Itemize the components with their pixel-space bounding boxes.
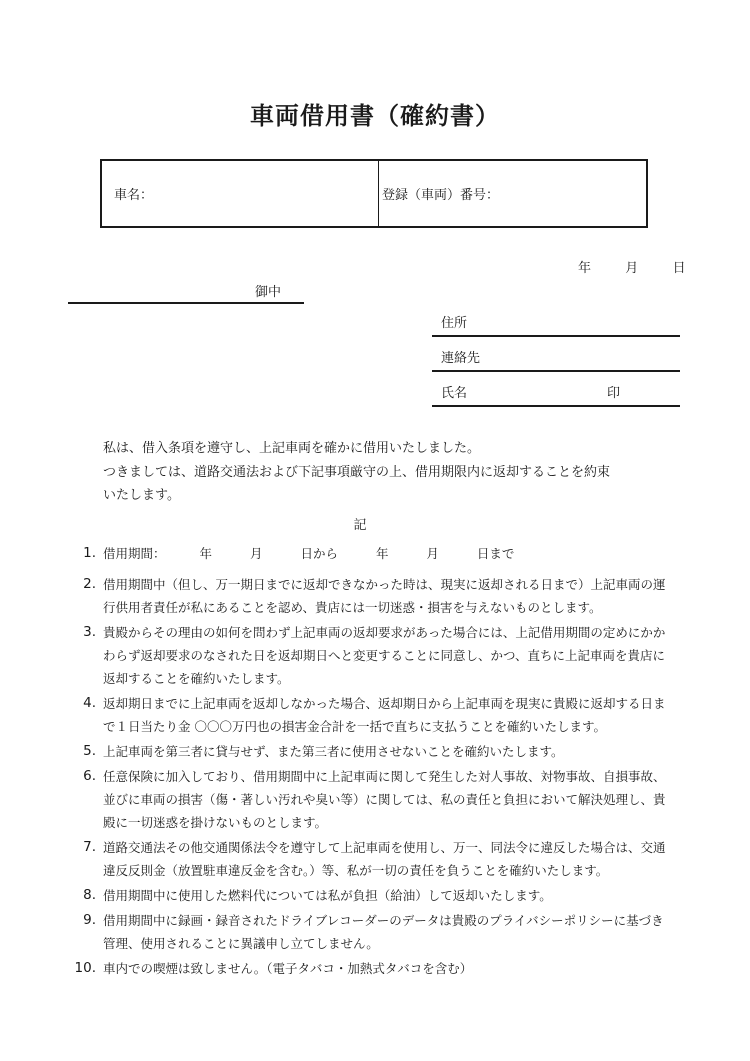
terms-list (74, 542, 674, 982)
period-start-year: 年 (199, 546, 212, 561)
term-line: 道路交通法その他交通関係法令を遵守して上記車両を使用し、万一、同法令に違反した場合は、交通 (103, 840, 666, 855)
term-number: 2. (83, 576, 96, 592)
intro-line: 私は、借入条項を遵守し、上記車両を確かに借用いたしました。 (103, 441, 481, 456)
term-number: 10. (74, 960, 96, 976)
term-number: 3. (83, 624, 96, 640)
term-line: 行供用者責任が私にあることを認め、貴店には一切迷惑・損害を与えないものとします。 (103, 600, 602, 615)
term-line: 殿に一切迷惑を掛けないものとします。 (103, 815, 328, 830)
intro-line: つきましては、道路交通法および下記事項厳守の上、借用期限内に返却することを約束 (103, 464, 611, 480)
addressee-suffix: 御中 (255, 285, 282, 300)
document-title: 車両借用書（確約書） (250, 102, 500, 130)
registration-number-field[interactable] (378, 161, 646, 226)
intro-paragraph (103, 437, 663, 508)
term-number: 6. (83, 768, 96, 784)
term-line: で１日当たり金 〇〇〇万円也の損害金合計を一括で直ちに支払うことを確約いたします。 (103, 719, 606, 734)
vehicle-name-field[interactable] (102, 161, 378, 226)
intro-line: いたします。 (103, 488, 180, 503)
term-item (74, 909, 674, 955)
term-number: 1. (83, 545, 96, 561)
sender-name-field[interactable] (432, 374, 680, 407)
term-line: 並びに車両の損害（傷・著しい汚れや臭い等）に関しては、私の責任と負担において解決処理し、貴 (103, 792, 666, 807)
term-item (74, 542, 674, 565)
term-line: 借用期間中（但し、万一期日までに返却できなかった時は、現実に返却される日まで）上記車両の運 (103, 577, 666, 592)
term-item (74, 692, 674, 738)
term-item (74, 884, 674, 907)
term-line: わらず返却要求のなされた日を返却期日へと変更することに同意し、かつ、直ちに上記車両を貴店に (103, 648, 666, 663)
registration-number-label: 登録（車両）番号： (382, 188, 500, 203)
period-end-day: 日まで (476, 546, 515, 561)
term-item (74, 836, 674, 882)
period-start-day: 日から (300, 546, 338, 561)
sender-contact-field[interactable] (432, 339, 680, 372)
ki-heading: 記 (353, 518, 367, 533)
term-line: 管理、使用されることに異議申し立てしません。 (103, 936, 379, 951)
term-line: 上記車両を第三者に貸与せず、また第三者に使用させないことを確約いたします。 (103, 744, 564, 759)
date-year-label: 年 (578, 261, 592, 276)
term-line: 返却期日までに上記車両を返却しなかった場合、返却期日から上記車両を現実に貴殿に返却する日ま (103, 696, 666, 711)
term-line: 借用期間中に録画・録音されたドライブレコーダーのデータは貴殿のプライバシーポリシーに基づき (103, 913, 664, 928)
date-day-label: 日 (672, 261, 686, 276)
sender-contact-label: 連絡先 (441, 351, 481, 366)
period-start-month: 月 (249, 546, 263, 561)
sender-address-field[interactable] (432, 304, 680, 337)
period-end-year: 年 (375, 546, 389, 561)
document-date (578, 257, 686, 276)
term-item (74, 957, 674, 980)
term-number: 9. (83, 912, 96, 928)
term-line: 貴殿からその理由の如何を問わず上記車両の返却要求があった場合には、上記借用期間の定めにかか (103, 625, 666, 640)
term-item (74, 765, 674, 834)
sender-address-label: 住所 (441, 316, 468, 331)
date-month-label: 月 (625, 261, 639, 276)
term-line: 借用期間中に使用した燃料代については私が負担（給油）して返却いたします。 (103, 888, 552, 903)
term-number: 8. (83, 887, 96, 903)
borrowing-period (103, 542, 674, 565)
period-label: 借用期間： (103, 546, 166, 561)
term-item (74, 573, 674, 619)
term-item (74, 621, 674, 690)
seal-mark: 印 (607, 386, 621, 401)
sender-name-label: 氏名 (441, 386, 468, 401)
term-number: 5. (83, 743, 96, 759)
term-number: 4. (83, 695, 96, 711)
term-item (74, 740, 674, 763)
term-number: 7. (83, 839, 96, 855)
sender-block (432, 304, 680, 409)
period-end-month: 月 (426, 546, 439, 561)
term-line: 車内での喫煙は致しません。（電子タバコ・加熱式タバコを含む） (103, 961, 473, 976)
vehicle-info-box (100, 159, 648, 228)
term-line: 任意保険に加入しており、借用期間中に上記車両に関して発生した対人事故、対物事故、自損事故、 (103, 769, 666, 784)
term-line: 違反反則金（放置駐車違反金を含む。）等、私が一切の責任を負うことを確約いたします。 (103, 863, 609, 878)
vehicle-name-label: 車名： (114, 188, 154, 203)
addressee-field[interactable] (68, 280, 304, 304)
term-line: 返却することを確約いたします。 (103, 671, 290, 686)
